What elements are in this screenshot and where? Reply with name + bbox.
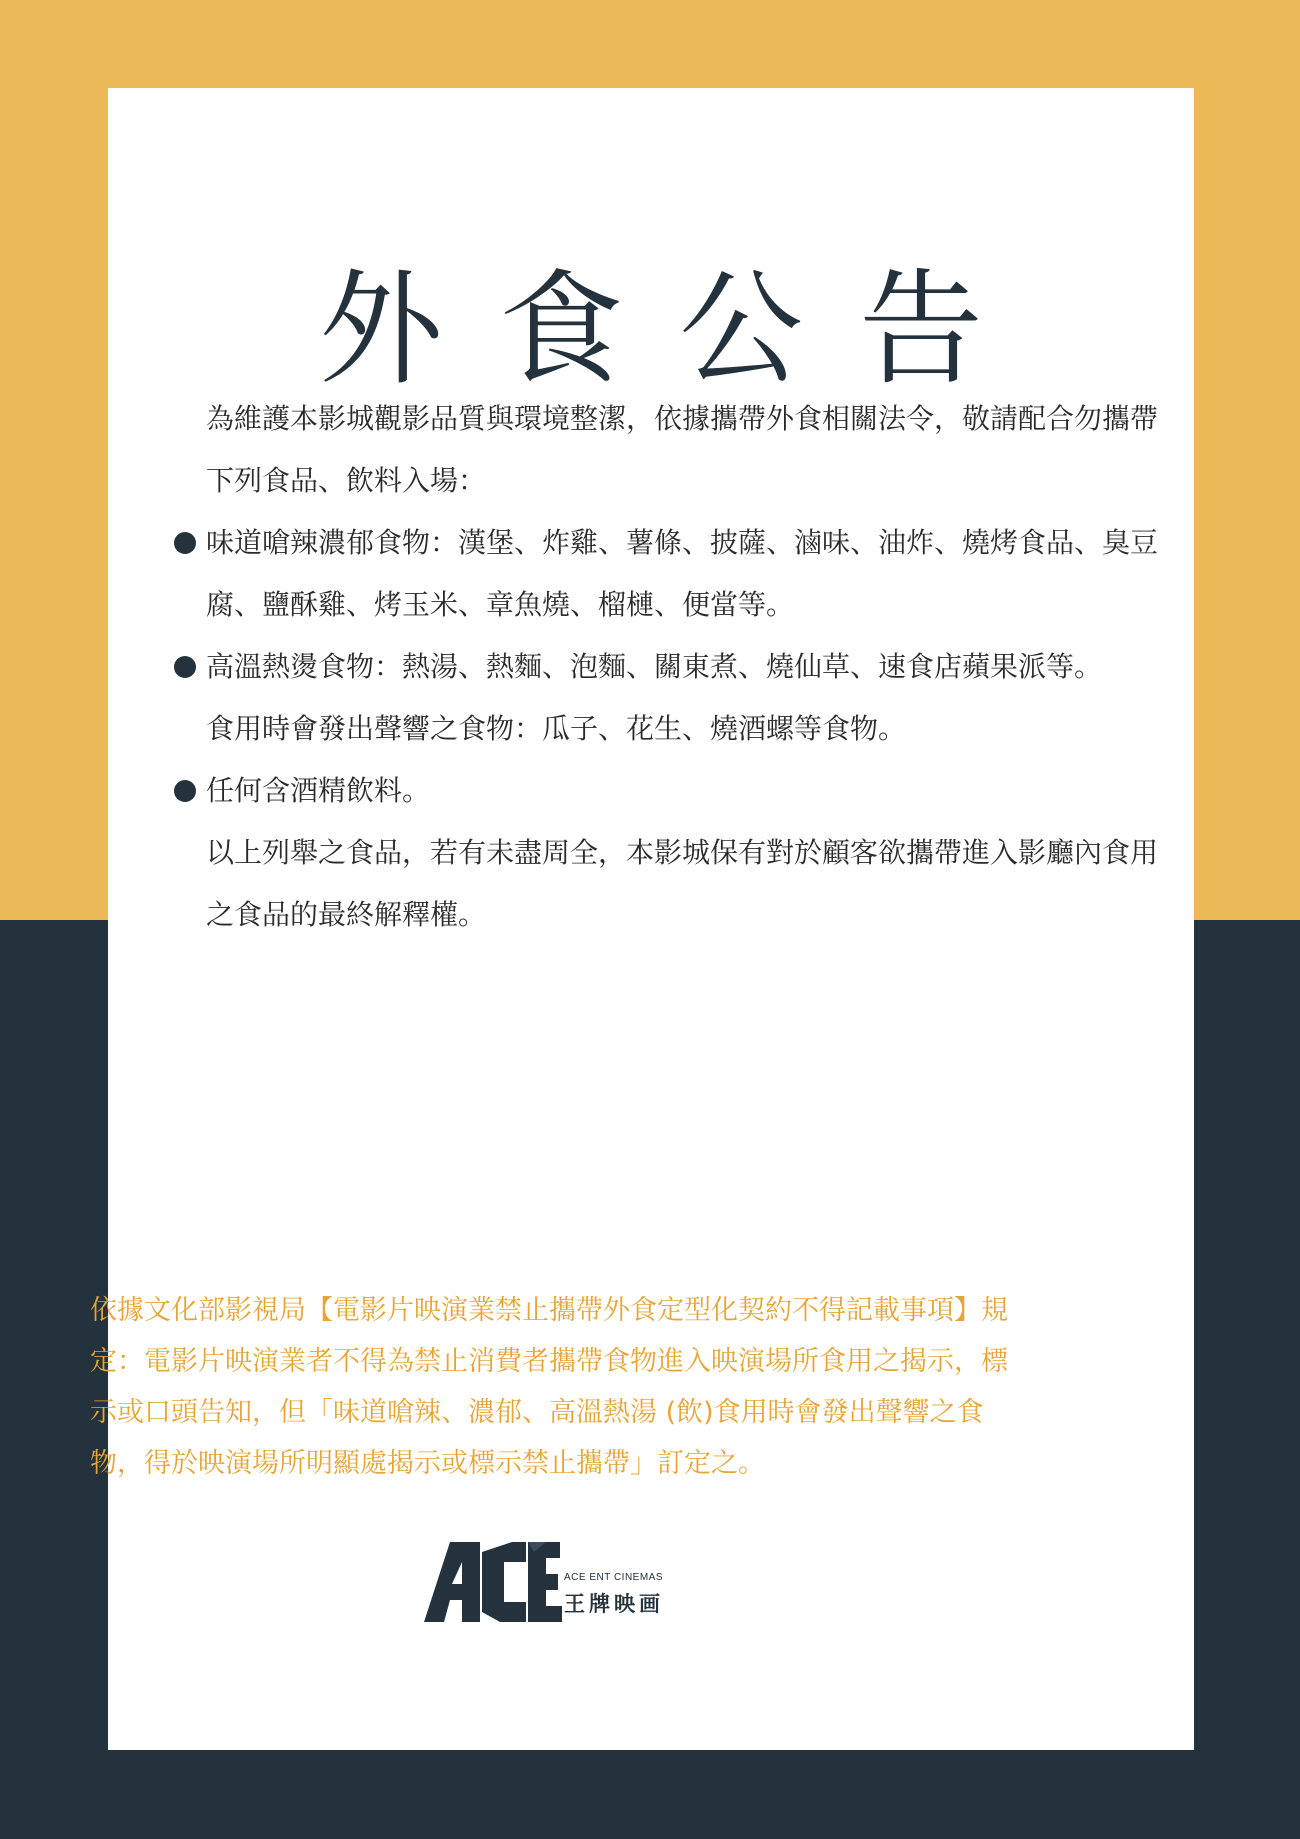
list-item-spicy-food [206,512,1166,636]
notice-title: 外食公告 [318,258,1039,402]
list-item-hot-food [206,636,1166,698]
list-item-text: 食用時會發出聲響之食物：瓜子、花生、燒酒螺等食物。 [206,712,907,745]
notice-card [108,88,1194,1750]
bullet-dot-icon [174,532,196,554]
bullet-dot-icon [174,656,196,678]
final-interpretation-note [206,822,1166,946]
logo-letter-c [482,1542,526,1622]
list-item-alcohol [206,760,1166,822]
list-item-text: 以上列舉之食品，若有未盡周全，本影城保有對於顧客欲攜帶進入影廳內食用之食品的最終解釋權。 [206,836,1159,931]
bullet-dot-icon [174,780,196,802]
logo-letter-a [424,1542,480,1622]
logo-english-name: ACE ENT CINEMAS [564,1572,663,1583]
list-item-text: 任何含酒精飲料。 [206,774,431,807]
intro-paragraph: 為維護本影城觀影品質與環境整潔，依據攜帶外食相關法令，敬請配合勿攜帶下列食品、飲料入場： [206,402,1159,497]
logo-chinese-name: 王牌映画 [564,1592,664,1616]
legal-regulation-text: 依據文化部影視局【電影片映演業禁止攜帶外食定型化契約不得記載事項】規定：電影片映演業者不得為禁止消費者攜帶食物進入映演場所食用之揭示，標示或口頭告知，但「味道嗆辣、濃郁、高溫熱湯 (飲)食用時會發出聲響之食物，得於映演場所明顯處揭示或標示禁止攜帶」訂定之。 [90,1295,1008,1479]
list-item-text: 高溫熱燙食物：熱湯、熱麵、泡麵、關東煮、燒仙草、速食店蘋果派等。 [206,650,1103,683]
list-item-noisy-food [206,698,1166,760]
notice-body [206,388,1166,946]
logo-letter-e [528,1542,562,1622]
list-item-text: 味道嗆辣濃郁食物：漢堡、炸雞、薯條、披薩、滷味、油炸、燒烤食品、臭豆腐、鹽酥雞、烤玉米、章魚燒、榴槤、便當等。 [206,526,1159,621]
